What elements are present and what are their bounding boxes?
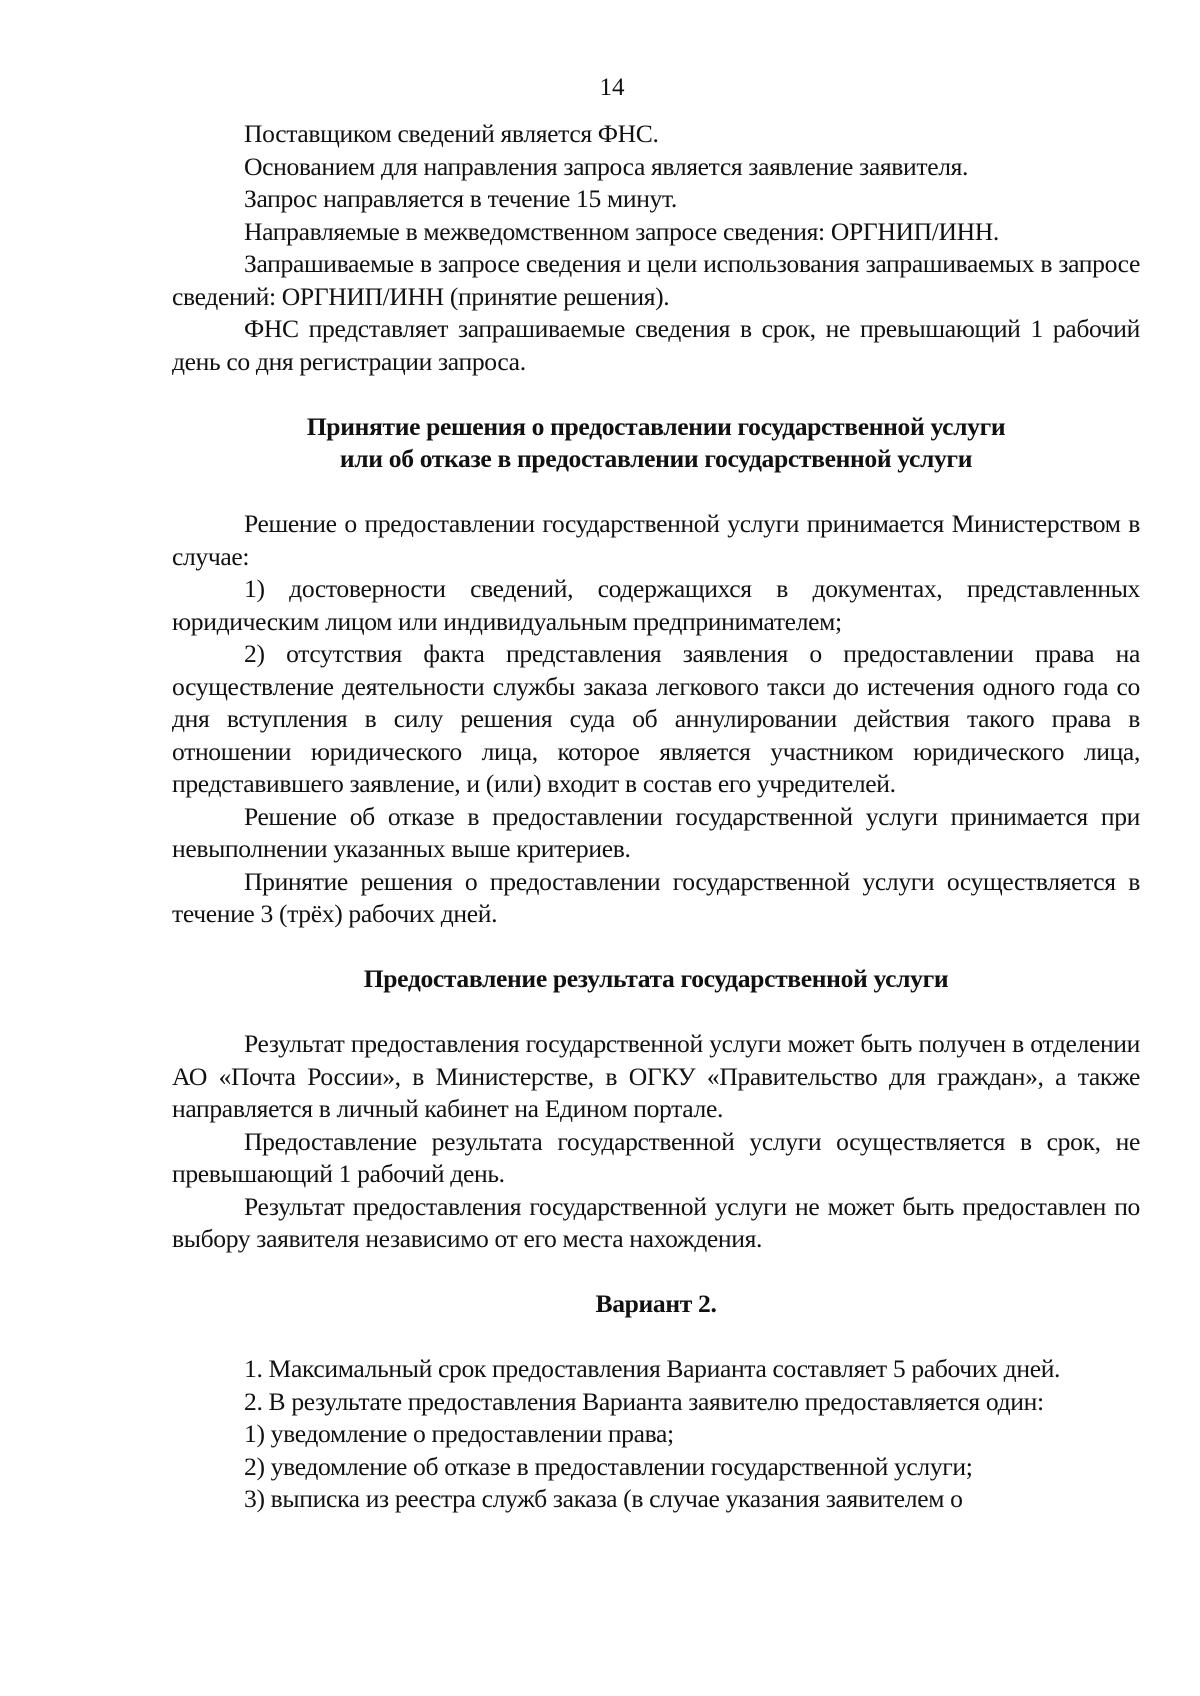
heading-line: или об отказе в предоставлении государственной услуги <box>339 444 973 473</box>
paragraph: Направляемые в межведомственном запросе сведения: ОРГНИП/ИНН. <box>244 216 999 246</box>
section-heading-decision <box>172 411 1140 476</box>
spacer <box>172 1256 1140 1289</box>
spacer <box>172 378 1140 411</box>
paragraph: 1) уведомление о предоставлении права; <box>244 1419 674 1448</box>
paragraph: Решение о предоставлении государственной услуги принимается Министерством в случае: <box>172 509 1140 571</box>
paragraph: Запрос направляется в течение 15 минут. <box>244 184 677 213</box>
paragraph: 2. В результате предоставления Варианта заявителю предоставляется один: <box>244 1386 1044 1416</box>
paragraph: 1) достоверности сведений, содержащихся в документах, представленных юридическим лицом или индивидуальным предпринимателем; <box>172 574 1140 636</box>
spacer <box>172 931 1140 964</box>
paragraph: ФНС представляет запрашиваемые сведения в срок, не превышающий 1 рабочий день со дня регистрации запроса. <box>172 314 1140 376</box>
paragraph: Основанием для направления запроса является заявление заявителя. <box>244 151 969 181</box>
document-body <box>172 118 1140 1516</box>
paragraph: Результат предоставления государственной услуги может быть получен в отделении АО «Почта России», в Министерстве, в ОГКУ «Правительство для граждан», а также направляется в личный кабинет на Едином портале. <box>172 1029 1140 1123</box>
spacer <box>172 476 1140 509</box>
paragraph: Результат предоставления государственной услуги не может быть предоставлен по выбору заявителя независимо от его места нахождения. <box>172 1191 1140 1253</box>
paragraph: Предоставление результата государственной услуги осуществляется в срок, не превышающий 1 рабочий день. <box>172 1126 1140 1188</box>
spacer <box>172 996 1140 1029</box>
section-heading-variant: Вариант 2. <box>595 1289 717 1318</box>
paragraph: Поставщиком сведений является ФНС. <box>244 119 659 148</box>
paragraph: Запрашиваемые в запросе сведения и цели использования запрашиваемых в запросе сведений: ОРГНИП/ИНН (принятие решения). <box>172 249 1140 311</box>
paragraph: 3) выписка из реестра служб заказа (в случае указания заявителем о <box>244 1484 963 1513</box>
paragraph: 2) отсутствия факта представления заявления о предоставлении права на осуществление деятельности службы заказа легкового такси до истечения одного года со дня вступления в силу решения суда об аннулировании действия такого права в отношении юридического лица, которое является участником юридического лица, представившего заявление, и (или) входит в состав его учредителей. <box>172 639 1140 798</box>
spacer <box>172 1321 1140 1354</box>
heading-line: Принятие решения о предоставлении государственной услуги <box>306 411 1006 441</box>
paragraph: Принятие решения о предоставлении государственной услуги осуществляется в течение 3 (трёх) рабочих дней. <box>172 866 1140 928</box>
paragraph: Решение об отказе в предоставлении государственной услуги принимается при невыполнении указанных выше критериев. <box>172 801 1140 863</box>
paragraph: 1. Максимальный срок предоставления Варианта составляет 5 рабочих дней. <box>244 1354 1061 1383</box>
paragraph: 2) уведомление об отказе в предоставлении государственной услуги; <box>244 1451 973 1481</box>
section-heading-result: Предоставление результата государственной услуги <box>363 964 949 993</box>
page-number: 14 <box>599 74 625 101</box>
